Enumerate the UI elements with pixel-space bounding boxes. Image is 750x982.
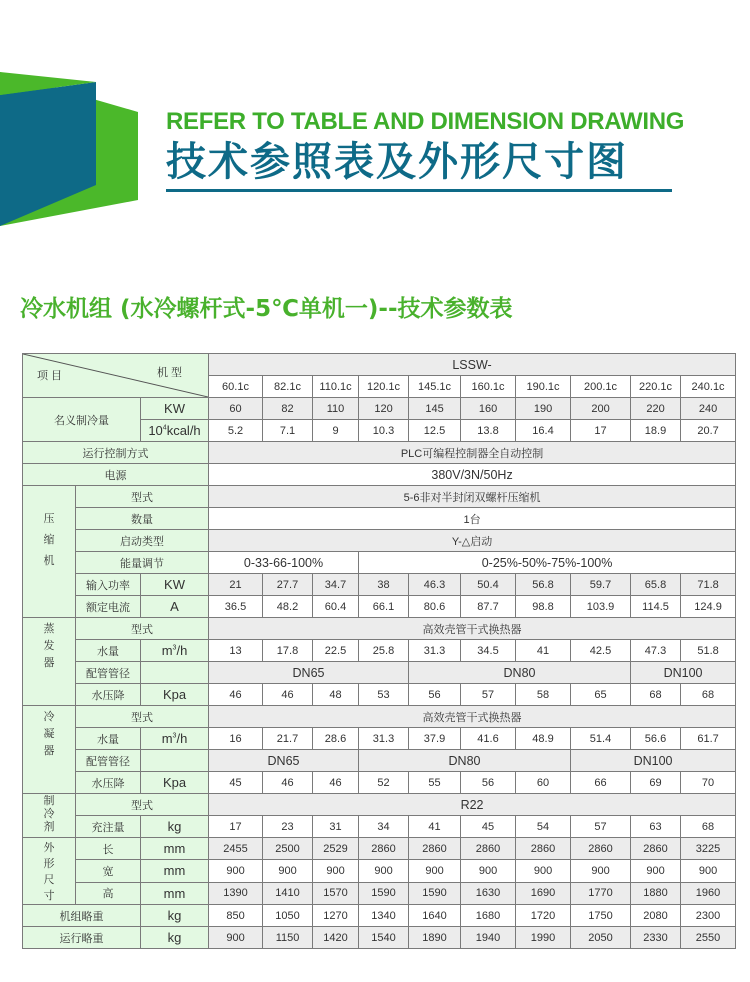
value-cell: 1940 (461, 927, 516, 949)
capacity-label: 名义制冷量 (23, 398, 141, 442)
qty-label: 数量 (76, 508, 209, 530)
capacity-kw-row (23, 398, 736, 420)
unit-label: KW (141, 574, 209, 596)
value-cell: 1960 (681, 882, 736, 904)
control-value: PLC可编程控制器全自动控制 (209, 442, 736, 464)
chinese-title: 技术参照表及外形尺寸图 (166, 139, 628, 185)
value-cell: 21.7 (263, 728, 313, 750)
value-cell: 2500 (263, 838, 313, 860)
value-cell: 27.7 (263, 574, 313, 596)
value-cell: 1880 (631, 882, 681, 904)
value-cell: 2860 (461, 838, 516, 860)
value-cell: 82 (263, 398, 313, 420)
value-cell: 13 (209, 640, 263, 662)
value-cell: 22.5 (313, 640, 359, 662)
value-cell: 900 (263, 860, 313, 882)
model-cell: 110.1c (313, 376, 359, 398)
value-cell: 45 (209, 772, 263, 794)
value-cell: 56.8 (516, 574, 571, 596)
value-cell: 1590 (409, 882, 461, 904)
value-cell: 9 (313, 420, 359, 442)
value-cell: 50.4 (461, 574, 516, 596)
value-cell: 16.4 (516, 420, 571, 442)
compressor-start-value: Y-△启动 (209, 530, 736, 552)
value-cell: 3225 (681, 838, 736, 860)
value-cell: 2550 (681, 927, 736, 949)
value-cell: 53 (359, 684, 409, 706)
value-cell: 46 (263, 684, 313, 706)
type-label: 型式 (76, 706, 209, 728)
pipe-label: 配管管径 (76, 750, 141, 772)
input-label: 输入功率 (76, 574, 141, 596)
value-cell: 5.2 (209, 420, 263, 442)
corner-cell (23, 354, 209, 398)
value-cell: 120 (359, 398, 409, 420)
power-label: 电源 (23, 464, 209, 486)
model-cell: 60.1c (209, 376, 263, 398)
condenser-group-label: 冷 凝 器 (23, 706, 76, 794)
current-label: 额定电流 (76, 596, 141, 618)
control-row (23, 442, 736, 464)
value-cell: 46 (209, 684, 263, 706)
value-cell: 2860 (516, 838, 571, 860)
value-cell: 1150 (263, 927, 313, 949)
compressor-input-row (23, 574, 736, 596)
value-cell: 2860 (409, 838, 461, 860)
value-cell: 1680 (461, 905, 516, 927)
value-cell: 56 (409, 684, 461, 706)
value-cell: 850 (209, 905, 263, 927)
value-cell: 46.3 (409, 574, 461, 596)
value-cell: 17 (571, 420, 631, 442)
value-cell: 31.3 (359, 728, 409, 750)
value-cell: 16 (209, 728, 263, 750)
unit-label: Kpa (141, 684, 209, 706)
flow-label: 水量 (76, 640, 141, 662)
control-label: 运行控制方式 (23, 442, 209, 464)
compressor-start-row (23, 530, 736, 552)
value-cell: 56 (461, 772, 516, 794)
pipe-value: DN65 (209, 750, 359, 772)
unit-weight-label: 机组略重 (23, 905, 141, 927)
english-title: REFER TO TABLE AND DIMENSION DRAWING (166, 108, 685, 135)
type-label: 型式 (76, 618, 209, 640)
pipe-value: DN100 (571, 750, 736, 772)
value-cell: 45 (461, 816, 516, 838)
type-label: 型式 (76, 794, 209, 816)
compressor-group-label: 压 缩 机 (23, 486, 76, 618)
value-cell: 63 (631, 816, 681, 838)
refrigerant-group-label: 制 冷 剂 (23, 794, 76, 838)
compressor-current-row (23, 596, 736, 618)
value-cell: 145 (409, 398, 461, 420)
value-cell: 61.7 (681, 728, 736, 750)
type-label: 型式 (76, 486, 209, 508)
value-cell: 10.3 (359, 420, 409, 442)
value-cell: 31 (313, 816, 359, 838)
value-cell: 23 (263, 816, 313, 838)
value-cell: 2860 (359, 838, 409, 860)
value-cell: 7.1 (263, 420, 313, 442)
height-label: 高 (76, 882, 141, 904)
value-cell: 240 (681, 398, 736, 420)
value-cell: 1050 (263, 905, 313, 927)
dimension-width-row (23, 860, 736, 882)
value-cell: 41 (409, 816, 461, 838)
unit-label: Kpa (141, 772, 209, 794)
title-underline (166, 189, 672, 192)
value-cell: 900 (209, 860, 263, 882)
width-label: 宽 (76, 860, 141, 882)
unit-label: mm (141, 838, 209, 860)
run-weight-label: 运行略重 (23, 927, 141, 949)
refrigerant-charge-row (23, 816, 736, 838)
value-cell: 114.5 (631, 596, 681, 618)
model-cell: 145.1c (409, 376, 461, 398)
model-cell: 240.1c (681, 376, 736, 398)
pipe-label: 配管管径 (76, 662, 141, 684)
value-cell: 51.8 (681, 640, 736, 662)
unit-label: mm (141, 860, 209, 882)
condenser-flow-row (23, 728, 736, 750)
value-cell: 70 (681, 772, 736, 794)
condenser-drop-row (23, 772, 736, 794)
value-cell: 1420 (313, 927, 359, 949)
value-cell: 68 (631, 684, 681, 706)
energy-label: 能量调节 (76, 552, 209, 574)
energy-value-b: 0-25%-50%-75%-100% (359, 552, 736, 574)
compressor-qty-row (23, 508, 736, 530)
unit-label-empty (141, 662, 209, 684)
model-cell: 220.1c (631, 376, 681, 398)
value-cell: 65.8 (631, 574, 681, 596)
drop-label: 水压降 (76, 684, 141, 706)
dimension-height-row (23, 882, 736, 904)
dimensions-group-label: 外 形 尺 寸 (23, 838, 76, 905)
value-cell: 900 (631, 860, 681, 882)
value-cell: 110 (313, 398, 359, 420)
corner-model-label: 机 型 (156, 367, 183, 379)
value-cell: 2300 (681, 905, 736, 927)
value-cell: 87.7 (461, 596, 516, 618)
value-cell: 1630 (461, 882, 516, 904)
value-cell: 190 (516, 398, 571, 420)
value-cell: 2860 (631, 838, 681, 860)
value-cell: 28.6 (313, 728, 359, 750)
power-value: 380V/3N/50Hz (209, 464, 736, 486)
value-cell: 65 (571, 684, 631, 706)
value-cell: 1750 (571, 905, 631, 927)
value-cell: 60.4 (313, 596, 359, 618)
energy-value-a: 0-33-66-100% (209, 552, 359, 574)
value-cell: 1720 (516, 905, 571, 927)
value-cell: 2529 (313, 838, 359, 860)
value-cell: 34.7 (313, 574, 359, 596)
value-cell: 13.8 (461, 420, 516, 442)
unit-label-empty (141, 750, 209, 772)
value-cell: 54 (516, 816, 571, 838)
value-cell: 1270 (313, 905, 359, 927)
value-cell: 1590 (359, 882, 409, 904)
value-cell: 55 (409, 772, 461, 794)
evaporator-pipe-row (23, 662, 736, 684)
model-cell: 82.1c (263, 376, 313, 398)
evaporator-type-row (23, 618, 736, 640)
pipe-value: DN65 (209, 662, 409, 684)
value-cell: 1640 (409, 905, 461, 927)
model-cell: 200.1c (571, 376, 631, 398)
unit-label: mm (141, 882, 209, 904)
evaporator-flow-row (23, 640, 736, 662)
compressor-type-row (23, 486, 736, 508)
unit-label: $m^3/h$ (141, 728, 209, 750)
value-cell: 56.6 (631, 728, 681, 750)
value-cell: 900 (461, 860, 516, 882)
value-cell: 57 (571, 816, 631, 838)
compressor-type-value: 5-6非对半封闭双螺杆压缩机 (209, 486, 736, 508)
drop-label: 水压降 (76, 772, 141, 794)
value-cell: 57 (461, 684, 516, 706)
value-cell: 1390 (209, 882, 263, 904)
condenser-pipe-row (23, 750, 736, 772)
value-cell: 220 (631, 398, 681, 420)
value-cell: 20.7 (681, 420, 736, 442)
value-cell: 900 (409, 860, 461, 882)
pipe-value: DN80 (359, 750, 571, 772)
value-cell: 2080 (631, 905, 681, 927)
corner-item-label: 项 目 (37, 370, 63, 382)
value-cell: 160 (461, 398, 516, 420)
value-cell: 98.8 (516, 596, 571, 618)
value-cell: 21 (209, 574, 263, 596)
value-cell: 48.2 (263, 596, 313, 618)
value-cell: 66 (571, 772, 631, 794)
value-cell: 48 (313, 684, 359, 706)
header-banner (0, 0, 750, 260)
condenser-type-row (23, 706, 736, 728)
condenser-type-value: 高效壳管干式换热器 (209, 706, 736, 728)
value-cell: 46 (313, 772, 359, 794)
pipe-value: DN100 (631, 662, 736, 684)
value-cell: 71.8 (681, 574, 736, 596)
value-cell: 1340 (359, 905, 409, 927)
value-cell: 36.5 (209, 596, 263, 618)
length-label: 长 (76, 838, 141, 860)
value-cell: 2050 (571, 927, 631, 949)
unit-label: $10^4kcal/h$ (141, 420, 209, 442)
unit-label: A (141, 596, 209, 618)
value-cell: 1410 (263, 882, 313, 904)
value-cell: 68 (681, 684, 736, 706)
flow-label: 水量 (76, 728, 141, 750)
value-cell: 52 (359, 772, 409, 794)
spec-table (22, 353, 736, 949)
value-cell: 41.6 (461, 728, 516, 750)
value-cell: 46 (263, 772, 313, 794)
value-cell: 1770 (571, 882, 631, 904)
value-cell: 41 (516, 640, 571, 662)
value-cell: 2860 (571, 838, 631, 860)
unit-weight-row (23, 905, 736, 927)
model-cell: 190.1c (516, 376, 571, 398)
unit-label: kg (141, 905, 209, 927)
unit-label: $m^3/h$ (141, 640, 209, 662)
compressor-qty-value: 1台 (209, 508, 736, 530)
value-cell: 900 (359, 860, 409, 882)
evaporator-group-label: 蒸 发 器 (23, 618, 76, 706)
run-weight-row (23, 927, 736, 949)
compressor-energy-row (23, 552, 736, 574)
model-cell: 120.1c (359, 376, 409, 398)
value-cell: 25.8 (359, 640, 409, 662)
value-cell: 1890 (409, 927, 461, 949)
value-cell: 31.3 (409, 640, 461, 662)
header-row (23, 354, 736, 376)
evaporator-type-value: 高效壳管干式换热器 (209, 618, 736, 640)
start-label: 启动类型 (76, 530, 209, 552)
value-cell: 900 (571, 860, 631, 882)
unit-label: kg (141, 927, 209, 949)
value-cell: 2455 (209, 838, 263, 860)
value-cell: 1690 (516, 882, 571, 904)
dimension-length-row (23, 838, 736, 860)
value-cell: 60 (209, 398, 263, 420)
value-cell: 58 (516, 684, 571, 706)
value-cell: 18.9 (631, 420, 681, 442)
value-cell: 900 (681, 860, 736, 882)
value-cell: 1570 (313, 882, 359, 904)
unit-label: kg (141, 816, 209, 838)
value-cell: 34.5 (461, 640, 516, 662)
value-cell: 80.6 (409, 596, 461, 618)
value-cell: 200 (571, 398, 631, 420)
value-cell: 12.5 (409, 420, 461, 442)
value-cell: 900 (516, 860, 571, 882)
evaporator-drop-row (23, 684, 736, 706)
power-row (23, 464, 736, 486)
value-cell: 1540 (359, 927, 409, 949)
value-cell: 900 (313, 860, 359, 882)
value-cell: 66.1 (359, 596, 409, 618)
value-cell: 48.9 (516, 728, 571, 750)
section-title: 冷水机组 (水冷螺杆式-5℃单机一)--技术参数表 (20, 296, 513, 322)
value-cell: 17.8 (263, 640, 313, 662)
charge-label: 充注量 (76, 816, 141, 838)
value-cell: 59.7 (571, 574, 631, 596)
value-cell: 42.5 (571, 640, 631, 662)
value-cell: 103.9 (571, 596, 631, 618)
refrigerant-type-value: R22 (209, 794, 736, 816)
value-cell: 34 (359, 816, 409, 838)
unit-label: KW (141, 398, 209, 420)
value-cell: 2330 (631, 927, 681, 949)
model-cell: 160.1c (461, 376, 516, 398)
value-cell: 60 (516, 772, 571, 794)
value-cell: 69 (631, 772, 681, 794)
refrigerant-type-row (23, 794, 736, 816)
pipe-value: DN80 (409, 662, 631, 684)
value-cell: 1990 (516, 927, 571, 949)
value-cell: 124.9 (681, 596, 736, 618)
value-cell: 900 (209, 927, 263, 949)
value-cell: 51.4 (571, 728, 631, 750)
value-cell: 68 (681, 816, 736, 838)
series-cell: LSSW- (209, 354, 736, 376)
value-cell: 17 (209, 816, 263, 838)
value-cell: 38 (359, 574, 409, 596)
value-cell: 47.3 (631, 640, 681, 662)
value-cell: 37.9 (409, 728, 461, 750)
